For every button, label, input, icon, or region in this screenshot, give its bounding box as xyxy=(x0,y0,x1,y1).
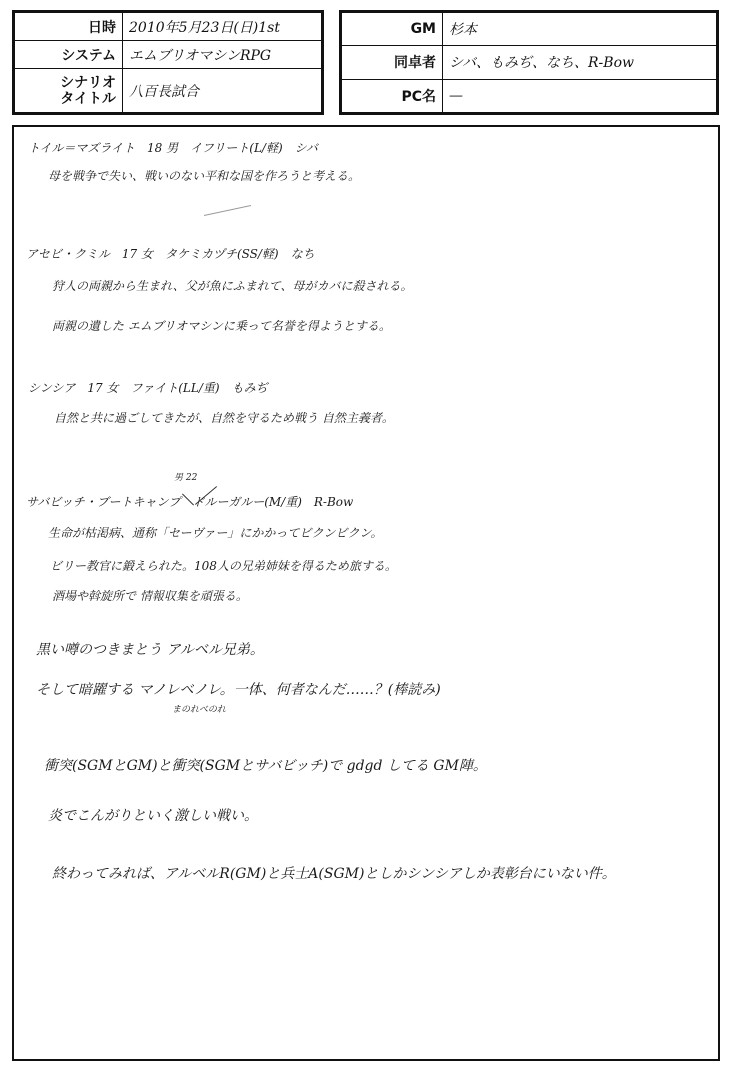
gm-value: 杉本 xyxy=(443,13,717,46)
scenario-title-value: 八百長試合 xyxy=(123,69,322,113)
scenario-title-label: シナリオ タイトル xyxy=(15,69,123,113)
pc-name-value: — xyxy=(443,79,717,112)
participants-table xyxy=(339,10,719,115)
character-4-annotation: 男 22 xyxy=(174,473,198,483)
note-intense-battle: 炎でこんがりといく激しい戦い。 xyxy=(48,808,258,824)
character-2-description-1: 狩人の両親から生まれ、父が魚にふまれて、母がカバに殺される。 xyxy=(52,279,413,293)
character-4-description-1: 生命が枯渇病、通称「セーヴァー」にかかってビクンビクン。 xyxy=(48,526,383,540)
note-manorebenore: そして暗躍する マノレベノレ。一体、何者なんだ……？(棒読み) xyxy=(36,682,441,698)
gm-label: GM xyxy=(342,13,443,46)
character-3-description: 自然と共に過ごしてきたが、自然を守るため戦う 自然主義者。 xyxy=(54,411,394,425)
character-1-line: トイル＝マズライト 18 男 イフリート(L/軽) シバ xyxy=(28,141,318,155)
note-manorebenore-reading: まのれべのれ xyxy=(172,705,226,715)
date-label: 日時 xyxy=(15,13,123,41)
session-info-table xyxy=(12,10,324,115)
character-4-description-3: 酒場や斡旋所で 情報収集を頑張る。 xyxy=(52,589,248,603)
note-gm-conflict: 衝突(SGMとGM)と衝突(SGMとサバビッチ)で gdgd してる GM陣。 xyxy=(44,758,487,774)
note-podium-result: 終わってみれば、アルベルR(GM)と兵士A(SGM)としかシンシアしか表彰台にいない件。 xyxy=(52,866,616,882)
players-label: 同卓者 xyxy=(342,46,443,79)
character-4-line: サバビッチ・ブートキャンプ ドルーガルー(M/重) R-Bow xyxy=(26,495,354,509)
system-label: システム xyxy=(15,41,123,69)
system-value: エムブリオマシンRPG xyxy=(123,41,322,69)
character-3-line: シンシア 17 女 ファイト(LL/重) もみぢ xyxy=(28,381,268,395)
character-1-description: 母を戦争で失い、戦いのない平和な国を作ろうと考える。 xyxy=(48,169,361,183)
date-value: 2010年5月23日(日)1st xyxy=(123,13,322,41)
character-2-description-2: 両親の遺した エムブリオマシンに乗って名誉を得ようとする。 xyxy=(52,319,391,333)
notes-sheet xyxy=(12,125,720,1061)
character-4-description-2: ビリー教官に鍛えられた。108人の兄弟姉妹を得るため旅する。 xyxy=(50,559,397,573)
players-value: シバ、もみぢ、なち、R-Bow xyxy=(443,46,717,79)
character-2-line: アセビ・クミル 17 女 タケミカヅチ(SS/軽) なち xyxy=(26,247,315,261)
pc-name-label: PC名 xyxy=(342,79,443,112)
note-albel-brothers: 黒い噂のつきまとう アルベル兄弟。 xyxy=(36,642,264,658)
pen-stroke xyxy=(204,205,251,216)
